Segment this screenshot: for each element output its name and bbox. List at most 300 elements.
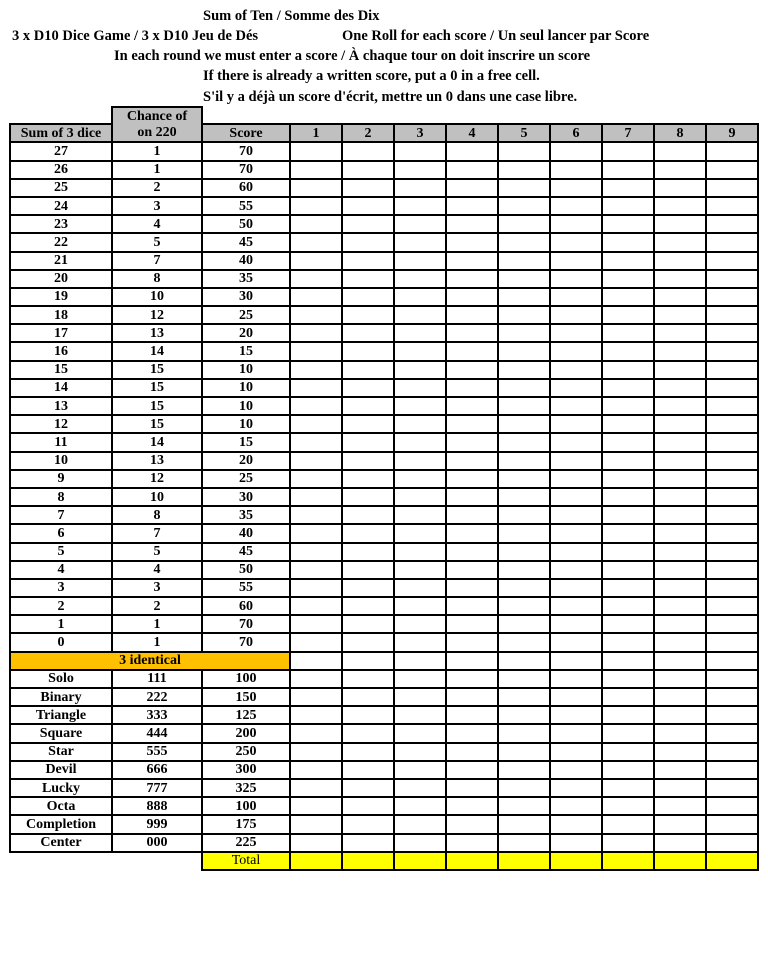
entry-cell-round-8[interactable] [654,397,706,415]
entry-cell-round-4[interactable] [446,706,498,724]
entry-cell-round-4[interactable] [446,506,498,524]
entry-cell-round-4[interactable] [446,161,498,179]
entry-cell-round-4[interactable] [446,397,498,415]
entry-cell-round-5[interactable] [498,470,550,488]
entry-cell-round-5[interactable] [498,433,550,451]
entry-cell-round-1[interactable] [290,252,342,270]
entry-cell-round-9[interactable] [706,270,758,288]
entry-cell-round-1[interactable] [290,779,342,797]
entry-cell-round-2[interactable] [342,506,394,524]
entry-cell-round-8[interactable] [654,506,706,524]
entry-cell-round-1[interactable] [290,470,342,488]
entry-cell-round-5[interactable] [498,179,550,197]
entry-cell-round-1[interactable] [290,597,342,615]
entry-cell-round-5[interactable] [498,706,550,724]
entry-cell-round-6[interactable] [550,179,602,197]
entry-cell-round-4[interactable] [446,488,498,506]
entry-cell-round-2[interactable] [342,270,394,288]
entry-cell-round-2[interactable] [342,488,394,506]
entry-cell-round-2[interactable] [342,815,394,833]
entry-cell-round-2[interactable] [342,524,394,542]
entry-cell-round-3[interactable] [394,524,446,542]
entry-cell-round-1[interactable] [290,815,342,833]
entry-cell-round-9[interactable] [706,233,758,251]
entry-cell-round-1[interactable] [290,142,342,160]
entry-cell-round-5[interactable] [498,488,550,506]
entry-cell-round-9[interactable] [706,724,758,742]
entry-cell-round-8[interactable] [654,415,706,433]
entry-cell-round-4[interactable] [446,561,498,579]
entry-cell-round-1[interactable] [290,342,342,360]
entry-cell-round-1[interactable] [290,233,342,251]
entry-cell-round-5[interactable] [498,670,550,688]
entry-cell-round-4[interactable] [446,306,498,324]
entry-cell-round-7[interactable] [602,543,654,561]
entry-cell-round-3[interactable] [394,561,446,579]
entry-cell-round-6[interactable] [550,161,602,179]
entry-cell-round-2[interactable] [342,342,394,360]
entry-cell-round-8[interactable] [654,815,706,833]
entry-cell-round-1[interactable] [290,761,342,779]
entry-cell-round-3[interactable] [394,161,446,179]
entry-cell-round-3[interactable] [394,724,446,742]
entry-cell-round-3[interactable] [394,743,446,761]
entry-cell-round-6[interactable] [550,324,602,342]
entry-cell-round-7[interactable] [602,688,654,706]
entry-cell-round-2[interactable] [342,179,394,197]
entry-cell-round-3[interactable] [394,543,446,561]
entry-cell-round-7[interactable] [602,215,654,233]
entry-cell-round-2[interactable] [342,834,394,852]
entry-cell-round-4[interactable] [446,233,498,251]
entry-cell-round-1[interactable] [290,834,342,852]
entry-cell-round-4[interactable] [446,724,498,742]
entry-cell-round-5[interactable] [498,197,550,215]
entry-cell-round-3[interactable] [394,815,446,833]
entry-cell-round-9[interactable] [706,252,758,270]
entry-cell-round-6[interactable] [550,779,602,797]
entry-cell-round-6[interactable] [550,688,602,706]
entry-cell-round-8[interactable] [654,652,706,670]
entry-cell-round-6[interactable] [550,743,602,761]
entry-cell-round-2[interactable] [342,652,394,670]
entry-cell-round-2[interactable] [342,379,394,397]
entry-cell-round-7[interactable] [602,415,654,433]
entry-cell-round-4[interactable] [446,433,498,451]
entry-cell-round-4[interactable] [446,543,498,561]
total-cell-round-7[interactable] [602,852,654,870]
entry-cell-round-1[interactable] [290,324,342,342]
entry-cell-round-2[interactable] [342,615,394,633]
entry-cell-round-7[interactable] [602,506,654,524]
entry-cell-round-2[interactable] [342,633,394,651]
entry-cell-round-9[interactable] [706,379,758,397]
total-cell-round-1[interactable] [290,852,342,870]
entry-cell-round-2[interactable] [342,452,394,470]
entry-cell-round-7[interactable] [602,524,654,542]
entry-cell-round-5[interactable] [498,324,550,342]
entry-cell-round-6[interactable] [550,142,602,160]
entry-cell-round-8[interactable] [654,361,706,379]
entry-cell-round-9[interactable] [706,706,758,724]
entry-cell-round-8[interactable] [654,288,706,306]
entry-cell-round-4[interactable] [446,379,498,397]
entry-cell-round-6[interactable] [550,579,602,597]
entry-cell-round-7[interactable] [602,670,654,688]
entry-cell-round-8[interactable] [654,779,706,797]
entry-cell-round-4[interactable] [446,197,498,215]
entry-cell-round-4[interactable] [446,415,498,433]
entry-cell-round-5[interactable] [498,815,550,833]
entry-cell-round-8[interactable] [654,579,706,597]
entry-cell-round-2[interactable] [342,797,394,815]
entry-cell-round-1[interactable] [290,561,342,579]
entry-cell-round-3[interactable] [394,415,446,433]
entry-cell-round-3[interactable] [394,270,446,288]
entry-cell-round-3[interactable] [394,834,446,852]
entry-cell-round-6[interactable] [550,834,602,852]
entry-cell-round-4[interactable] [446,361,498,379]
entry-cell-round-7[interactable] [602,615,654,633]
entry-cell-round-8[interactable] [654,470,706,488]
entry-cell-round-3[interactable] [394,579,446,597]
entry-cell-round-1[interactable] [290,197,342,215]
entry-cell-round-2[interactable] [342,706,394,724]
entry-cell-round-3[interactable] [394,179,446,197]
entry-cell-round-6[interactable] [550,670,602,688]
entry-cell-round-7[interactable] [602,397,654,415]
entry-cell-round-3[interactable] [394,797,446,815]
entry-cell-round-2[interactable] [342,252,394,270]
entry-cell-round-5[interactable] [498,379,550,397]
entry-cell-round-2[interactable] [342,215,394,233]
entry-cell-round-7[interactable] [602,597,654,615]
entry-cell-round-9[interactable] [706,452,758,470]
entry-cell-round-8[interactable] [654,524,706,542]
entry-cell-round-1[interactable] [290,215,342,233]
entry-cell-round-2[interactable] [342,288,394,306]
entry-cell-round-3[interactable] [394,397,446,415]
entry-cell-round-2[interactable] [342,142,394,160]
entry-cell-round-6[interactable] [550,452,602,470]
entry-cell-round-5[interactable] [498,415,550,433]
entry-cell-round-6[interactable] [550,288,602,306]
entry-cell-round-6[interactable] [550,270,602,288]
entry-cell-round-4[interactable] [446,797,498,815]
entry-cell-round-5[interactable] [498,306,550,324]
entry-cell-round-6[interactable] [550,488,602,506]
entry-cell-round-6[interactable] [550,233,602,251]
entry-cell-round-4[interactable] [446,743,498,761]
entry-cell-round-9[interactable] [706,834,758,852]
total-cell-round-4[interactable] [446,852,498,870]
entry-cell-round-1[interactable] [290,688,342,706]
entry-cell-round-4[interactable] [446,215,498,233]
entry-cell-round-1[interactable] [290,397,342,415]
entry-cell-round-5[interactable] [498,142,550,160]
entry-cell-round-3[interactable] [394,142,446,160]
entry-cell-round-3[interactable] [394,597,446,615]
entry-cell-round-7[interactable] [602,452,654,470]
entry-cell-round-3[interactable] [394,379,446,397]
entry-cell-round-5[interactable] [498,615,550,633]
entry-cell-round-3[interactable] [394,452,446,470]
entry-cell-round-8[interactable] [654,306,706,324]
entry-cell-round-8[interactable] [654,215,706,233]
entry-cell-round-5[interactable] [498,633,550,651]
entry-cell-round-6[interactable] [550,615,602,633]
entry-cell-round-9[interactable] [706,579,758,597]
entry-cell-round-8[interactable] [654,488,706,506]
entry-cell-round-4[interactable] [446,670,498,688]
entry-cell-round-5[interactable] [498,743,550,761]
entry-cell-round-3[interactable] [394,761,446,779]
entry-cell-round-7[interactable] [602,379,654,397]
entry-cell-round-8[interactable] [654,252,706,270]
entry-cell-round-4[interactable] [446,524,498,542]
entry-cell-round-4[interactable] [446,815,498,833]
entry-cell-round-2[interactable] [342,724,394,742]
entry-cell-round-7[interactable] [602,779,654,797]
entry-cell-round-8[interactable] [654,197,706,215]
entry-cell-round-1[interactable] [290,270,342,288]
entry-cell-round-3[interactable] [394,324,446,342]
entry-cell-round-1[interactable] [290,633,342,651]
entry-cell-round-9[interactable] [706,761,758,779]
entry-cell-round-5[interactable] [498,579,550,597]
entry-cell-round-9[interactable] [706,161,758,179]
entry-cell-round-3[interactable] [394,688,446,706]
entry-cell-round-5[interactable] [498,270,550,288]
entry-cell-round-6[interactable] [550,470,602,488]
entry-cell-round-9[interactable] [706,342,758,360]
entry-cell-round-7[interactable] [602,197,654,215]
entry-cell-round-4[interactable] [446,179,498,197]
entry-cell-round-7[interactable] [602,270,654,288]
entry-cell-round-7[interactable] [602,179,654,197]
entry-cell-round-3[interactable] [394,779,446,797]
entry-cell-round-5[interactable] [498,688,550,706]
entry-cell-round-1[interactable] [290,379,342,397]
entry-cell-round-5[interactable] [498,652,550,670]
entry-cell-round-5[interactable] [498,252,550,270]
entry-cell-round-6[interactable] [550,342,602,360]
entry-cell-round-8[interactable] [654,142,706,160]
entry-cell-round-5[interactable] [498,361,550,379]
entry-cell-round-1[interactable] [290,488,342,506]
entry-cell-round-2[interactable] [342,688,394,706]
entry-cell-round-8[interactable] [654,433,706,451]
entry-cell-round-3[interactable] [394,288,446,306]
entry-cell-round-6[interactable] [550,306,602,324]
entry-cell-round-2[interactable] [342,161,394,179]
entry-cell-round-9[interactable] [706,361,758,379]
entry-cell-round-8[interactable] [654,452,706,470]
entry-cell-round-9[interactable] [706,688,758,706]
entry-cell-round-3[interactable] [394,652,446,670]
entry-cell-round-1[interactable] [290,579,342,597]
entry-cell-round-9[interactable] [706,561,758,579]
entry-cell-round-9[interactable] [706,397,758,415]
entry-cell-round-3[interactable] [394,306,446,324]
entry-cell-round-7[interactable] [602,161,654,179]
entry-cell-round-3[interactable] [394,706,446,724]
entry-cell-round-8[interactable] [654,706,706,724]
entry-cell-round-4[interactable] [446,288,498,306]
entry-cell-round-9[interactable] [706,743,758,761]
entry-cell-round-1[interactable] [290,743,342,761]
entry-cell-round-4[interactable] [446,470,498,488]
entry-cell-round-5[interactable] [498,161,550,179]
entry-cell-round-5[interactable] [498,834,550,852]
entry-cell-round-1[interactable] [290,524,342,542]
entry-cell-round-7[interactable] [602,233,654,251]
entry-cell-round-4[interactable] [446,342,498,360]
entry-cell-round-9[interactable] [706,197,758,215]
entry-cell-round-7[interactable] [602,706,654,724]
entry-cell-round-8[interactable] [654,597,706,615]
entry-cell-round-9[interactable] [706,652,758,670]
entry-cell-round-7[interactable] [602,324,654,342]
entry-cell-round-7[interactable] [602,633,654,651]
entry-cell-round-9[interactable] [706,179,758,197]
entry-cell-round-8[interactable] [654,761,706,779]
entry-cell-round-6[interactable] [550,724,602,742]
entry-cell-round-9[interactable] [706,142,758,160]
entry-cell-round-4[interactable] [446,324,498,342]
entry-cell-round-4[interactable] [446,688,498,706]
entry-cell-round-3[interactable] [394,615,446,633]
entry-cell-round-7[interactable] [602,797,654,815]
entry-cell-round-2[interactable] [342,543,394,561]
entry-cell-round-5[interactable] [498,797,550,815]
entry-cell-round-3[interactable] [394,488,446,506]
entry-cell-round-4[interactable] [446,579,498,597]
entry-cell-round-5[interactable] [498,779,550,797]
entry-cell-round-7[interactable] [602,561,654,579]
entry-cell-round-5[interactable] [498,506,550,524]
entry-cell-round-8[interactable] [654,161,706,179]
total-cell-round-3[interactable] [394,852,446,870]
total-cell-round-8[interactable] [654,852,706,870]
entry-cell-round-6[interactable] [550,797,602,815]
entry-cell-round-8[interactable] [654,724,706,742]
entry-cell-round-7[interactable] [602,761,654,779]
entry-cell-round-2[interactable] [342,397,394,415]
entry-cell-round-6[interactable] [550,197,602,215]
entry-cell-round-8[interactable] [654,342,706,360]
total-cell-round-6[interactable] [550,852,602,870]
entry-cell-round-1[interactable] [290,161,342,179]
entry-cell-round-8[interactable] [654,179,706,197]
entry-cell-round-2[interactable] [342,415,394,433]
entry-cell-round-9[interactable] [706,670,758,688]
entry-cell-round-6[interactable] [550,633,602,651]
total-cell-round-5[interactable] [498,852,550,870]
entry-cell-round-6[interactable] [550,815,602,833]
entry-cell-round-1[interactable] [290,415,342,433]
entry-cell-round-9[interactable] [706,415,758,433]
entry-cell-round-2[interactable] [342,197,394,215]
entry-cell-round-6[interactable] [550,252,602,270]
total-cell-round-9[interactable] [706,852,758,870]
entry-cell-round-2[interactable] [342,597,394,615]
entry-cell-round-1[interactable] [290,670,342,688]
entry-cell-round-9[interactable] [706,324,758,342]
entry-cell-round-1[interactable] [290,361,342,379]
entry-cell-round-3[interactable] [394,470,446,488]
entry-cell-round-4[interactable] [446,452,498,470]
entry-cell-round-1[interactable] [290,706,342,724]
entry-cell-round-8[interactable] [654,543,706,561]
entry-cell-round-8[interactable] [654,834,706,852]
entry-cell-round-3[interactable] [394,252,446,270]
entry-cell-round-2[interactable] [342,579,394,597]
total-cell-round-2[interactable] [342,852,394,870]
entry-cell-round-2[interactable] [342,561,394,579]
entry-cell-round-2[interactable] [342,670,394,688]
entry-cell-round-9[interactable] [706,524,758,542]
entry-cell-round-7[interactable] [602,743,654,761]
entry-cell-round-7[interactable] [602,652,654,670]
entry-cell-round-6[interactable] [550,433,602,451]
entry-cell-round-3[interactable] [394,197,446,215]
entry-cell-round-9[interactable] [706,433,758,451]
entry-cell-round-6[interactable] [550,215,602,233]
entry-cell-round-4[interactable] [446,761,498,779]
entry-cell-round-9[interactable] [706,779,758,797]
entry-cell-round-5[interactable] [498,342,550,360]
entry-cell-round-7[interactable] [602,815,654,833]
entry-cell-round-6[interactable] [550,415,602,433]
entry-cell-round-7[interactable] [602,142,654,160]
entry-cell-round-7[interactable] [602,470,654,488]
entry-cell-round-9[interactable] [706,470,758,488]
entry-cell-round-8[interactable] [654,233,706,251]
entry-cell-round-8[interactable] [654,379,706,397]
entry-cell-round-6[interactable] [550,506,602,524]
entry-cell-round-8[interactable] [654,324,706,342]
entry-cell-round-7[interactable] [602,288,654,306]
entry-cell-round-8[interactable] [654,270,706,288]
entry-cell-round-4[interactable] [446,834,498,852]
entry-cell-round-6[interactable] [550,397,602,415]
entry-cell-round-2[interactable] [342,761,394,779]
entry-cell-round-6[interactable] [550,561,602,579]
entry-cell-round-3[interactable] [394,233,446,251]
entry-cell-round-9[interactable] [706,797,758,815]
entry-cell-round-4[interactable] [446,252,498,270]
entry-cell-round-1[interactable] [290,179,342,197]
entry-cell-round-2[interactable] [342,361,394,379]
entry-cell-round-1[interactable] [290,433,342,451]
entry-cell-round-9[interactable] [706,306,758,324]
entry-cell-round-9[interactable] [706,288,758,306]
entry-cell-round-4[interactable] [446,779,498,797]
entry-cell-round-2[interactable] [342,433,394,451]
entry-cell-round-4[interactable] [446,270,498,288]
entry-cell-round-4[interactable] [446,597,498,615]
entry-cell-round-3[interactable] [394,433,446,451]
entry-cell-round-5[interactable] [498,452,550,470]
entry-cell-round-9[interactable] [706,506,758,524]
entry-cell-round-7[interactable] [602,488,654,506]
entry-cell-round-7[interactable] [602,579,654,597]
entry-cell-round-6[interactable] [550,524,602,542]
entry-cell-round-2[interactable] [342,324,394,342]
entry-cell-round-6[interactable] [550,761,602,779]
entry-cell-round-4[interactable] [446,615,498,633]
